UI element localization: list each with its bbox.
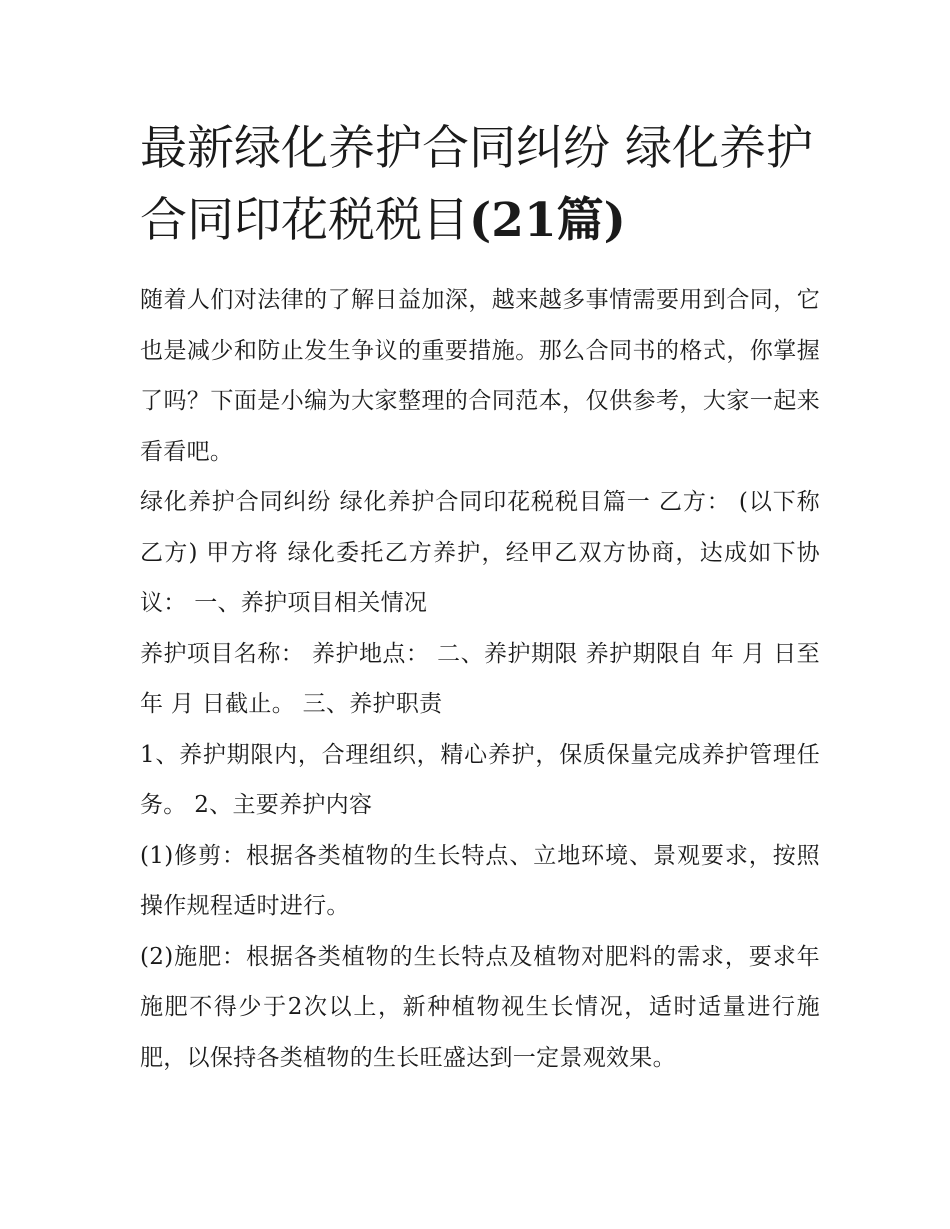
intro-paragraph: 随着人们对法律的了解日益加深，越来越多事情需要用到合同，它也是减少和防止发生争议的重要措施。那么合同书的格式，你掌握了吗？下面是小编为大家整理的合同范本，仅供参考，大家一起来看看吧。 xyxy=(140,287,820,465)
pruning-paragraph: (1)修剪：根据各类植物的生长特点、立地环境、景观要求，按照操作规程适时进行。 xyxy=(140,842,820,919)
contract-opening-paragraph: 绿化养护合同纠纷 绿化养护合同印花税税目篇一 乙方： (以下称乙方) 甲方将 绿化委托乙方养护，经甲乙双方协商，达成如下协议： 一、养护项目相关情况 xyxy=(140,489,820,616)
title-count: (21篇) xyxy=(469,193,626,248)
duty-paragraph: 1、养护期限内，合理组织，精心养护，保质保量完成养护管理任务。 2、主要养护内容 xyxy=(140,741,820,818)
title-main: 最新绿化养护合同纠纷 绿化养护合同印花税税目 xyxy=(140,121,813,248)
project-period-paragraph: 养护项目名称： 养护地点： 二、养护期限 养护期限自 年 月 日至 年 月 日截止。 三、养护职责 xyxy=(140,640,820,717)
document-body xyxy=(140,275,820,1083)
fertilizing-paragraph: (2)施肥：根据各类植物的生长特点及植物对肥料的需求，要求年施肥不得少于2次以上，新种植物视生长情况，适时适量进行施肥，以保持各类植物的生长旺盛达到一定景观效果。 xyxy=(140,943,820,1071)
document-title xyxy=(140,113,820,257)
